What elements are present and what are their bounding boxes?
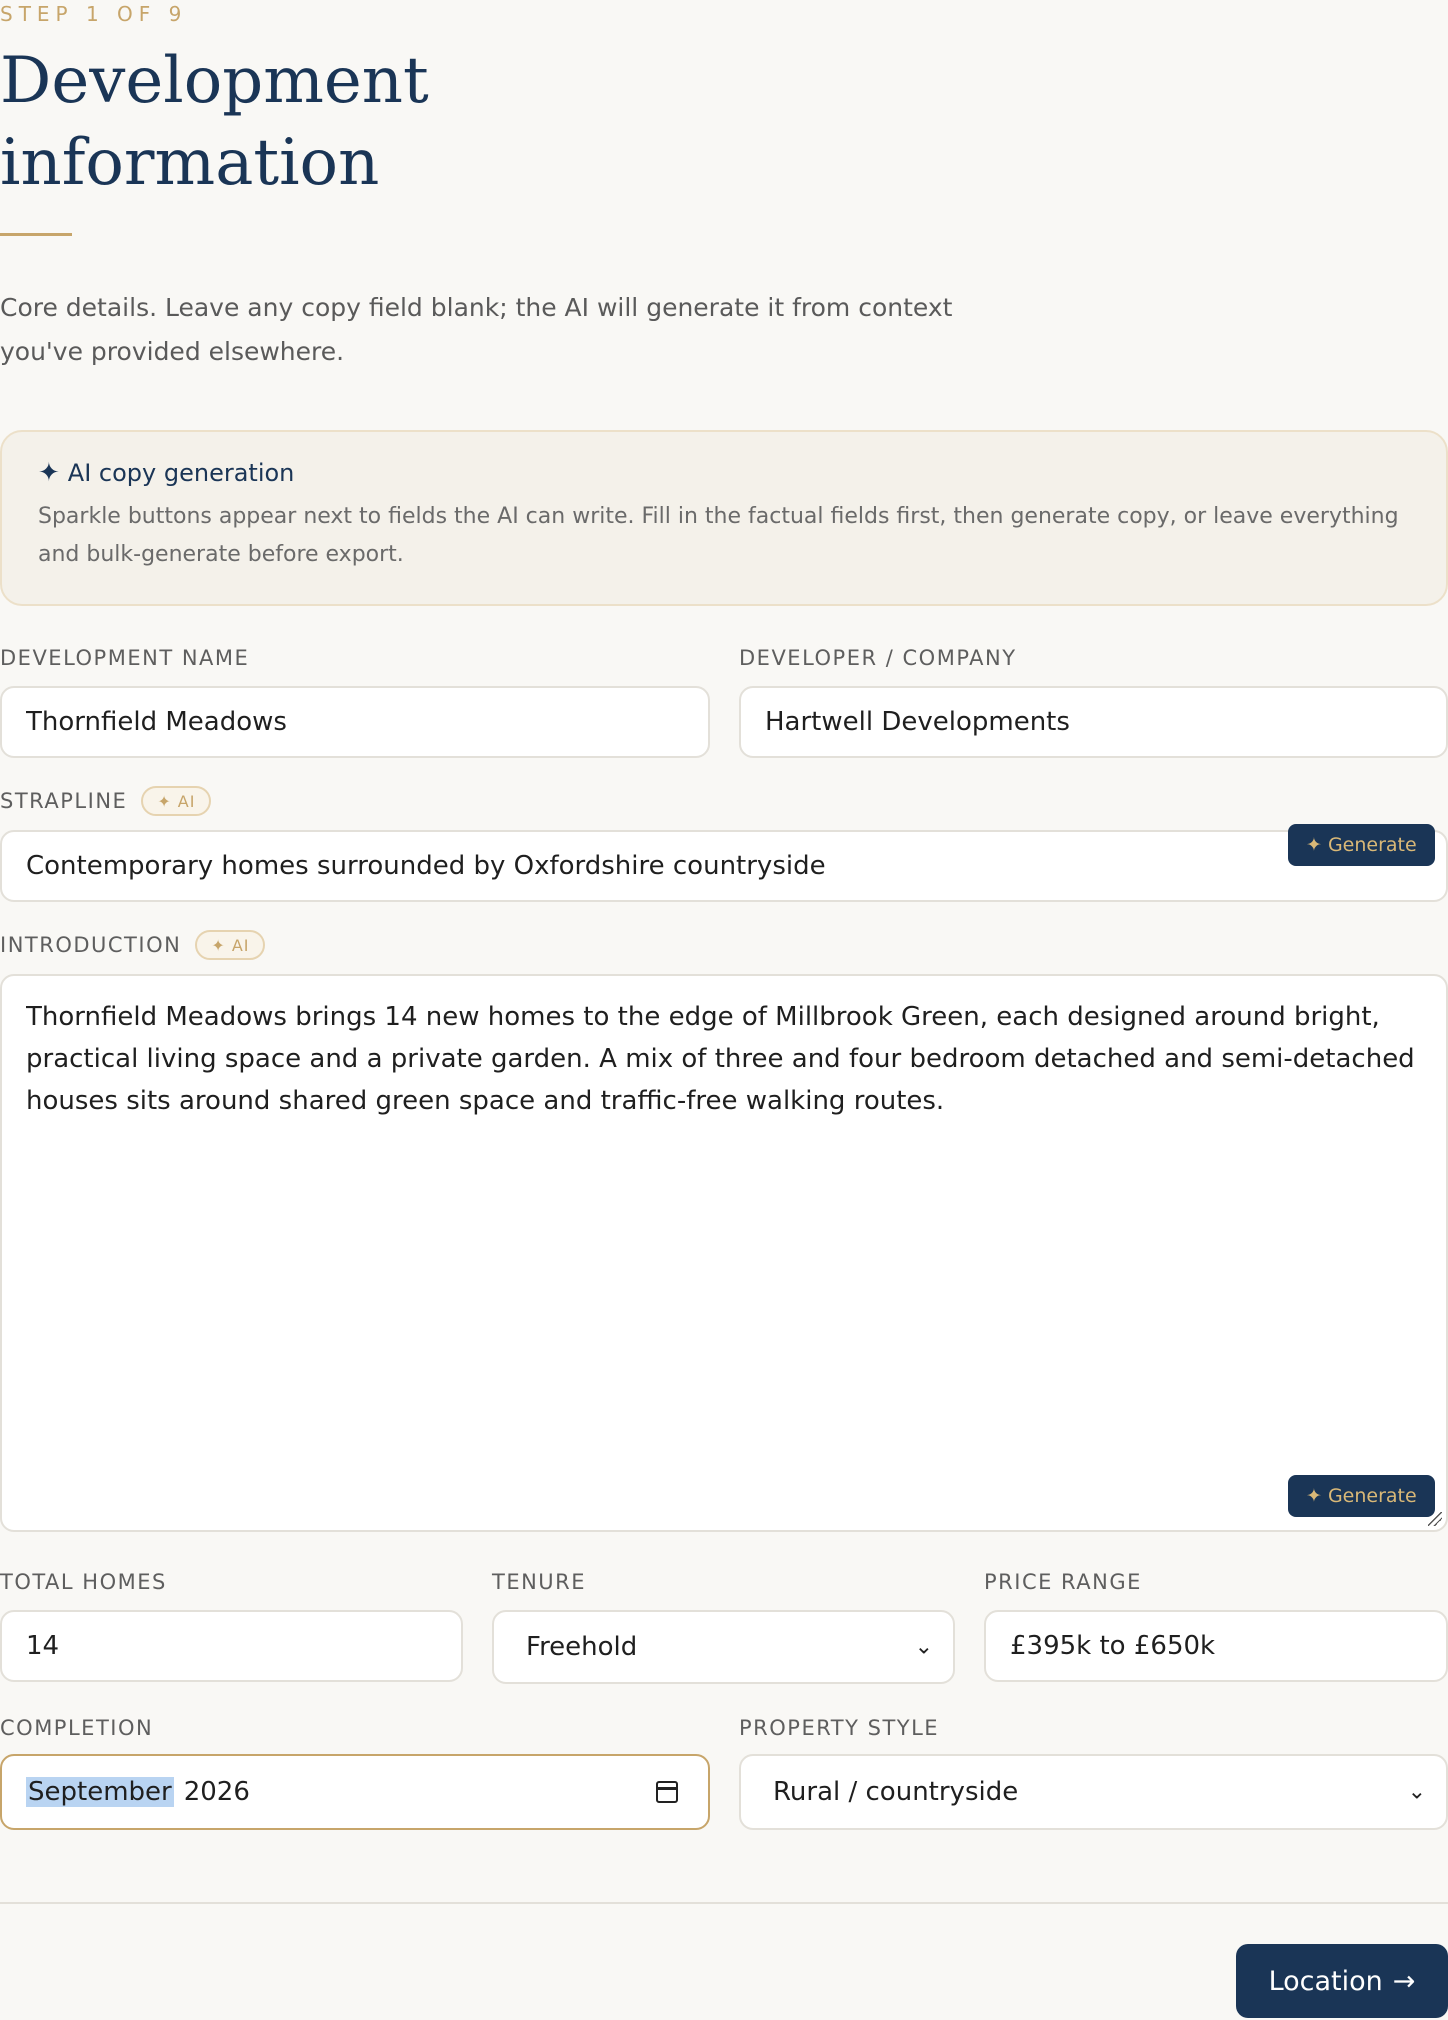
ai-box-title: AI copy generation <box>67 459 295 487</box>
ai-box-text: Sparkle buttons appear next to fields the AI can write. Fill in the factual fields first, then generate copy, or leave everything and bulk-generate before export. <box>38 504 1399 567</box>
strapline-input[interactable] <box>26 851 1422 881</box>
property-style-label: PROPERTY STYLE <box>739 1716 940 1740</box>
sparkle-icon: ✦ <box>38 458 60 488</box>
arrow-right-icon: → <box>1392 1965 1416 1997</box>
completion-label: COMPLETION <box>0 1716 154 1740</box>
development-name-input[interactable] <box>26 707 684 737</box>
property-style-selected-value: Rural / countryside <box>773 1777 1019 1807</box>
calendar-icon[interactable] <box>656 1781 678 1803</box>
total-homes-input[interactable] <box>26 1631 437 1661</box>
tenure-select[interactable] <box>492 1610 955 1684</box>
strapline-ai-chip: ✦ AI <box>141 786 211 816</box>
chevron-down-icon: ⌄ <box>1407 1779 1426 1805</box>
introduction-ai-chip: ✦ AI <box>195 930 265 960</box>
tenure-label: TENURE <box>492 1570 587 1594</box>
total-homes-field[interactable] <box>0 1610 463 1682</box>
strapline-field[interactable] <box>0 830 1448 902</box>
completion-date-field[interactable] <box>0 1754 710 1830</box>
price-range-input[interactable] <box>1010 1631 1422 1661</box>
developer-field[interactable] <box>739 686 1448 758</box>
total-homes-label: TOTAL HOMES <box>0 1570 167 1594</box>
strapline-label: STRAPLINE ✦ AI <box>0 786 211 816</box>
tenure-selected-value: Freehold <box>526 1632 638 1662</box>
price-range-label: PRICE RANGE <box>984 1570 1142 1594</box>
page-title: Development information <box>0 44 429 200</box>
strapline-generate-button[interactable]: ✦ Generate <box>1288 824 1435 866</box>
developer-input[interactable] <box>765 707 1422 737</box>
developer-label: DEVELOPER / COMPANY <box>739 646 1017 670</box>
introduction-generate-button[interactable]: ✦ Generate <box>1288 1475 1435 1517</box>
development-name-field[interactable] <box>0 686 710 758</box>
property-style-select[interactable] <box>739 1754 1448 1830</box>
next-button-label: Location <box>1268 1965 1383 1997</box>
step-indicator: STEP 1 OF 9 <box>0 2 188 26</box>
price-range-field[interactable] <box>984 1610 1448 1682</box>
page-intro: Core details. Leave any copy field blank; the AI will generate it from context you've provided elsewhere. <box>0 293 953 366</box>
completion-month[interactable]: September <box>28 1777 172 1807</box>
introduction-label: INTRODUCTION ✦ AI <box>0 930 265 960</box>
introduction-field[interactable] <box>0 974 1448 1532</box>
ai-box-heading <box>38 458 1410 488</box>
chevron-down-icon: ⌄ <box>914 1634 933 1660</box>
introduction-textarea[interactable] <box>26 996 1422 1510</box>
completion-year[interactable]: 2026 <box>183 1777 250 1807</box>
footer-divider <box>0 1902 1448 1904</box>
title-divider <box>0 233 72 236</box>
development-name-label: DEVELOPMENT NAME <box>0 646 250 670</box>
ai-info-box <box>0 430 1448 606</box>
next-location-button[interactable] <box>1236 1944 1448 2018</box>
